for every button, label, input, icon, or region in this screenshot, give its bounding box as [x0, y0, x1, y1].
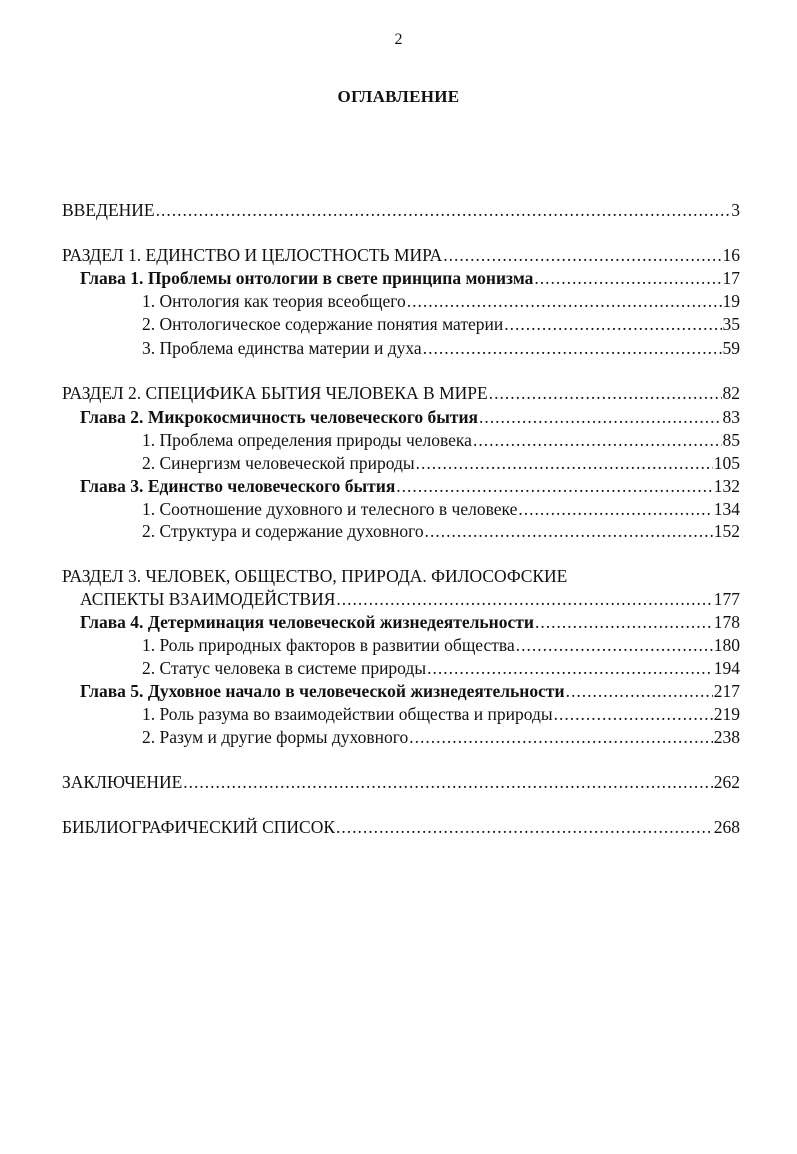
toc-entry-page: 268	[713, 817, 740, 837]
toc-entry-part-3[interactable]	[80, 589, 740, 611]
toc-entry-section-2-2[interactable]	[142, 453, 740, 475]
toc-entry-conclusion[interactable]	[62, 772, 740, 794]
toc-entry-label: 1. Роль разума во взаимодействии общества и природы	[142, 704, 553, 724]
toc-entry-page: 35	[722, 314, 740, 334]
toc-entry-chapter-1[interactable]	[80, 268, 740, 290]
toc-entry-label: 2. Статус человека в системе природы	[142, 658, 427, 678]
toc-entry-section-5-1[interactable]	[142, 704, 740, 726]
toc-entry-page: 177	[713, 589, 740, 609]
dot-leader	[416, 453, 713, 474]
dot-leader	[407, 291, 722, 312]
dot-leader	[516, 635, 713, 656]
dot-leader	[504, 314, 721, 335]
toc-entry-page: 132	[713, 476, 740, 496]
page-number: 2	[394, 31, 403, 48]
toc-entry-label: 2. Структура и содержание духовного	[142, 521, 424, 541]
dot-leader	[566, 681, 713, 702]
chapter-title: Проблемы онтологии в свете принципа монизма	[147, 268, 534, 288]
dot-leader	[479, 407, 721, 428]
toc-entry-page: 134	[713, 499, 740, 519]
dot-leader	[534, 268, 721, 289]
toc-entry-page: 85	[722, 430, 740, 450]
toc-entry-label: 1. Онтология как теория всеобщего	[142, 291, 406, 311]
dot-leader	[183, 772, 712, 793]
toc-entry-label: 2. Разум и другие формы духовного	[142, 727, 409, 747]
toc-entry-bibliography[interactable]	[62, 817, 740, 839]
toc-entry-chapter-4[interactable]	[80, 612, 740, 634]
toc-entry-section-1-2[interactable]	[142, 314, 740, 336]
chapter-prefix: Глава 4.	[80, 612, 144, 632]
toc-entry-chapter-5[interactable]	[80, 681, 740, 703]
toc-entry-label: 2. Онтологическое содержание понятия материи	[142, 314, 504, 334]
toc-entry-label: 1. Роль природных факторов в развитии общества	[142, 635, 515, 655]
toc-entry-section-1-3[interactable]	[142, 338, 740, 360]
toc-entry-label: РАЗДЕЛ 2. СПЕЦИФИКА БЫТИЯ ЧЕЛОВЕКА В МИРЕ	[62, 383, 488, 403]
chapter-prefix: Глава 5.	[80, 681, 144, 701]
toc-entry-section-1-1[interactable]	[142, 291, 740, 313]
chapter-title: Духовное начало в человеческой жизнедеятельности	[147, 681, 565, 701]
toc-entry-page: 194	[713, 658, 740, 678]
toc-entry-page: 217	[713, 681, 740, 701]
toc-entry-page: 262	[713, 772, 740, 792]
toc-entry-label: ЗАКЛЮЧЕНИЕ	[62, 772, 183, 792]
toc-entry-label: 1. Соотношение духовного и телесного в человеке	[142, 499, 518, 519]
toc-entry-section-3-1[interactable]	[142, 499, 740, 521]
dot-leader	[489, 383, 722, 404]
toc-entry-section-5-2[interactable]	[142, 727, 740, 749]
toc-entry-page: 17	[722, 268, 740, 288]
toc-entry-section-4-2[interactable]	[142, 658, 740, 680]
dot-leader	[425, 521, 713, 542]
toc-entry-section-2-1[interactable]	[142, 430, 740, 452]
toc-entry-page: 238	[713, 727, 740, 747]
dot-leader	[554, 704, 713, 725]
toc-entry-label: АСПЕКТЫ ВЗАИМОДЕЙСТВИЯ	[80, 589, 336, 609]
toc-entry-chapter-2[interactable]	[80, 407, 740, 429]
toc-entry-page: 180	[713, 635, 740, 655]
toc-entry-label: БИБЛИОГРАФИЧЕСКИЙ СПИСОК	[62, 817, 336, 837]
toc-entry-chapter-3[interactable]	[80, 476, 740, 498]
dot-leader	[443, 245, 721, 266]
chapter-title: Единство человеческого бытия	[147, 476, 396, 496]
toc-entry-page: 83	[722, 407, 740, 427]
chapter-prefix: Глава 3.	[80, 476, 144, 496]
toc-entry-part-1[interactable]	[62, 245, 740, 267]
toc-entry-label: 2. Синергизм человеческой природы	[142, 453, 415, 473]
dot-leader	[409, 727, 712, 748]
toc-entry-page: 178	[713, 612, 740, 632]
dot-leader	[473, 430, 722, 451]
dot-leader	[336, 817, 713, 838]
dot-leader	[535, 612, 713, 633]
toc-entry-page: 82	[722, 383, 740, 403]
toc-entry-label: ВВЕДЕНИЕ	[62, 200, 155, 220]
chapter-title: Детерминация человеческой жизнедеятельности	[147, 612, 534, 632]
toc-entry-page: 59	[722, 338, 740, 358]
dot-leader	[156, 200, 731, 221]
toc-entry-page: 219	[713, 704, 740, 724]
toc-entry-part-3-line-1[interactable]: РАЗДЕЛ 3. ЧЕЛОВЕК, ОБЩЕСТВО, ПРИРОДА. ФИЛОСОФСКИЕ	[62, 566, 568, 586]
toc-entry-label: РАЗДЕЛ 1. ЕДИНСТВО И ЦЕЛОСТНОСТЬ МИРА	[62, 245, 443, 265]
dot-leader	[423, 338, 722, 359]
dot-leader	[336, 589, 712, 610]
page-title: ОГЛАВЛЕНИЕ	[337, 87, 460, 106]
toc-entry-label: 1. Проблема определения природы человека	[142, 430, 472, 450]
chapter-prefix: Глава 2.	[80, 407, 144, 427]
chapter-title: Микрокосмичность человеческого бытия	[147, 407, 479, 427]
toc-entry-page: 16	[722, 245, 740, 265]
toc-entry-label: 3. Проблема единства материи и духа	[142, 338, 422, 358]
toc-entry-section-3-2[interactable]	[142, 521, 740, 543]
toc-entry-introduction[interactable]	[62, 200, 740, 222]
toc-entry-page: 3	[731, 200, 740, 220]
dot-leader	[518, 499, 712, 520]
toc-entry-part-2[interactable]	[62, 383, 740, 405]
toc-entry-section-4-1[interactable]	[142, 635, 740, 657]
dot-leader	[396, 476, 712, 497]
toc-entry-page: 152	[713, 521, 740, 541]
toc-entry-page: 105	[713, 453, 740, 473]
dot-leader	[427, 658, 713, 679]
toc-entry-page: 19	[722, 291, 740, 311]
chapter-prefix: Глава 1.	[80, 268, 144, 288]
